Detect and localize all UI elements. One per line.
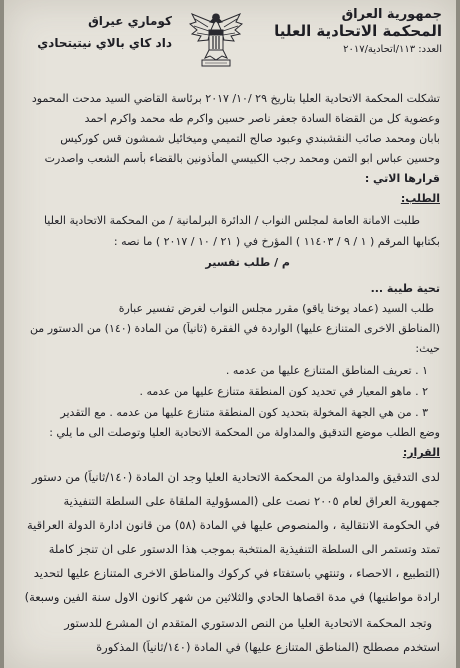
body-line: قرارها الاتي : xyxy=(364,172,440,185)
body-line: تشكلت المحكمة الاتحادية العليا بتاريخ ٢٩ /١٠/ ٢٠١٧ برئاسة القاضي السيد مدحت المحمود xyxy=(31,92,440,105)
court-header xyxy=(272,6,442,58)
body-line: استخدم مصطلح (المناطق المتنازع عليها) في المادة (١٤٠/ثانياً) المذكورة xyxy=(96,640,440,654)
country-name: جمهورية العراق xyxy=(341,7,442,22)
body-line: طلبت الامانة العامة لمجلس النواب / الدائرة البرلمانية / من المحكمة الاتحادية العليا xyxy=(43,214,420,227)
body-line: لدى التدقيق والمداولة من المحكمة الاتحادية العليا وجد ان المادة (١٤٠/ثانياً) من دستور xyxy=(31,470,440,484)
kurdish-court: داد كاي بالاي نيتيتحادي xyxy=(37,36,172,50)
section-heading xyxy=(18,446,440,459)
body-line: تحية طيبة ... xyxy=(370,282,440,295)
body-line: وتجد المحكمة الاتحادية العليا من النص الدستوري المتقدم ان المشرع للدستور xyxy=(64,616,432,630)
kurdish-country: كوماري عيراق xyxy=(88,14,172,28)
body-line: ٣ . من هي الجهة المخولة بتحديد كون المنطقة متنازع عليها من عدمه . مع التقدير xyxy=(60,406,428,419)
body-line: م / طلب تفسير xyxy=(205,256,290,269)
body-line: في الحكومة الانتقالية ، والمنصوص عليها في المادة (٥٨) من قانون ادارة الدولة العراقية xyxy=(27,518,440,532)
section-heading xyxy=(18,192,440,205)
body-line: بكتابها المرقم ( ١ / ٩ / ١١٤٠٣ ) المؤرخ في ( ٢١ / ١٠ / ٢٠١٧ ) ما نصه : xyxy=(113,235,440,248)
body-line: وحسين عباس ابو التمن ومحمد رجب الكبيسي المأذونين بالقضاء بأسم الشعب واصدرت xyxy=(44,152,440,165)
body-line: ١ . تعريف المناطق المتنازع عليها من عدمه . xyxy=(225,364,428,377)
body-line: وضع الطلب موضع التدقيق والمداولة من المحكمة الاتحادية العليا وتوصلت الى ما يلي : xyxy=(49,426,440,439)
body-line: بابان ومحمد صائب النقشبندي وعبود صالح التميمي وميخائيل شمشون قس كوركيس xyxy=(60,132,440,145)
court-name: المحكمة الاتحادية العليا xyxy=(274,22,442,40)
body-line: جمهورية العراق لعام ٢٠٠٥ نصت على (المسؤولية الملقاة على السلطة التنفيذية xyxy=(63,494,440,508)
body-line: وعضوية كل من القضاة السادة جعفر ناصر حسين واكرم طه محمد واكرم احمد xyxy=(84,112,440,125)
body-line: (المناطق الاخرى المتنازع عليها) الواردة في الفقرة (ثانياً) من المادة (١٤٠) من الدستور من xyxy=(29,322,440,335)
body-line: تمتد وتستمر الى السلطة التنفيذية المنتخبة بموجب هذا الدستور على ان تنجز كاملة xyxy=(48,542,440,556)
kurdish-header xyxy=(22,10,172,54)
document-page xyxy=(4,0,456,668)
body-line: طلب السيد (عماد يوخنا ياقو) مقرر مجلس النواب لغرض تفسير عبارة xyxy=(118,302,434,315)
iraq-eagle-emblem-icon xyxy=(188,8,244,70)
body-line: ارادة مواطنيها) في مدة اقصاها الحادي والثلاثين من شهر كانون الاول سنة الفين وسبعة) xyxy=(24,590,440,604)
section-heading-text: الطلب: xyxy=(400,192,440,205)
section-heading-text: القرار: xyxy=(402,446,440,459)
document-number: العدد: ١١٣/اتحادية/٢٠١٧ xyxy=(343,44,442,55)
body-line: (التطبيع ، الاحصاء ، وتنتهي باستفتاء في كركوك والمناطق الاخرى المتنازع عليها لتحديد xyxy=(33,566,440,580)
body-line: حيث: xyxy=(415,342,440,355)
body-line: ٢ . ماهو المعيار في تحديد كون المنطقة متنازع عليها من عدمه . xyxy=(139,385,428,398)
